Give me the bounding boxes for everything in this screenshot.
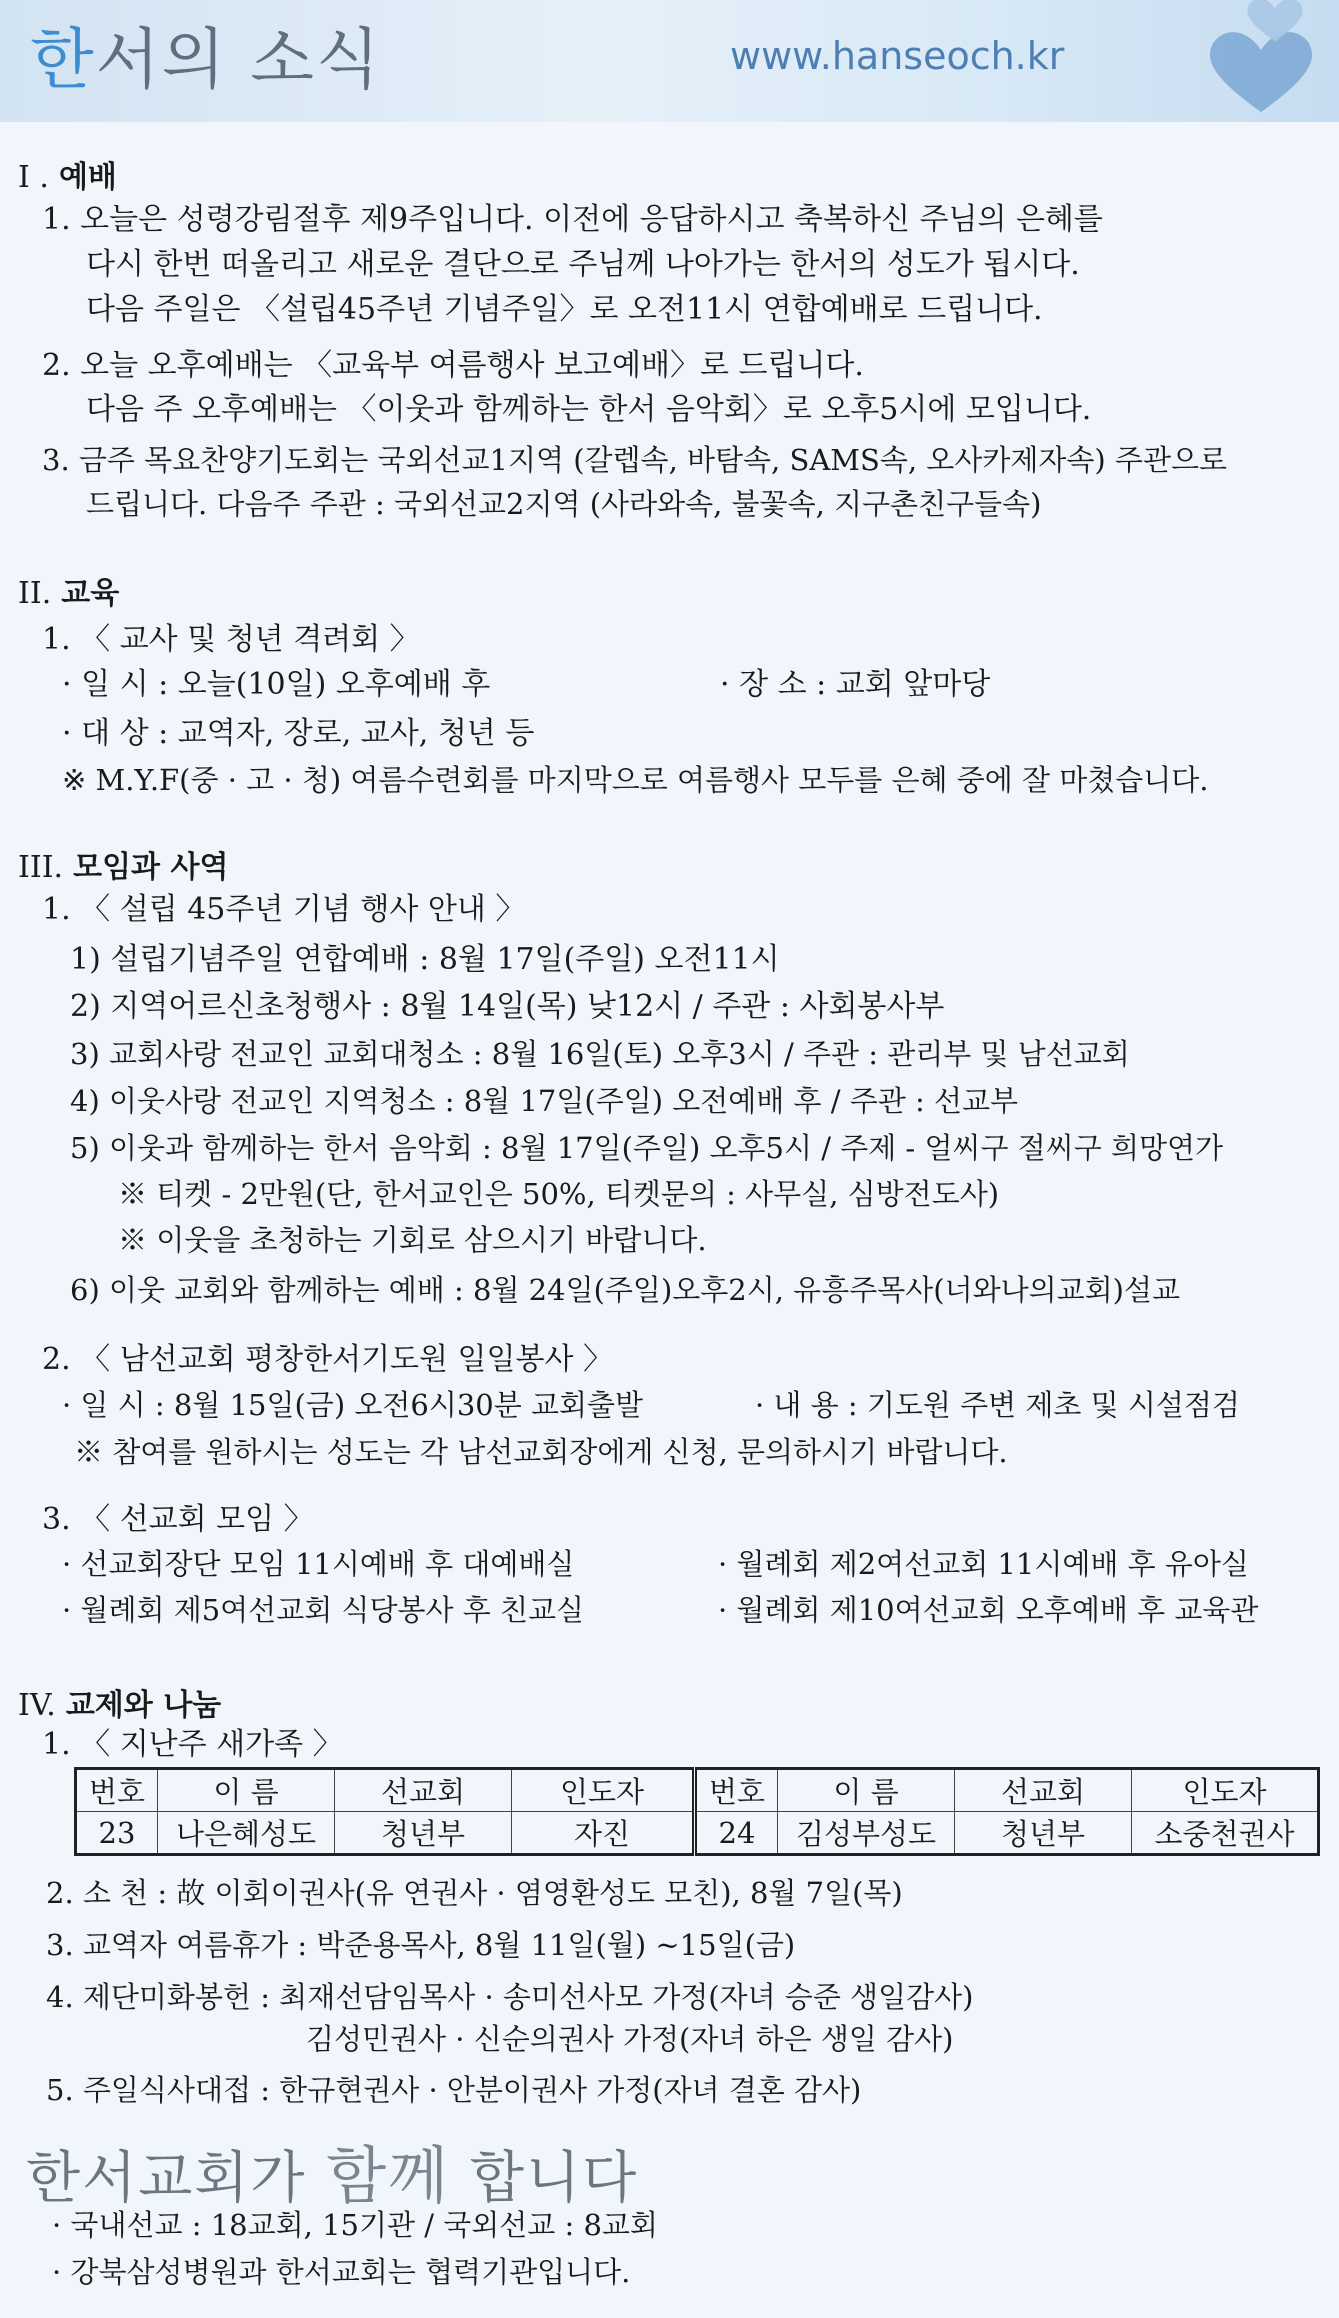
table-header-cell: 선교회 — [955, 1769, 1132, 1812]
altar-flowers-line-1: 4. 제단미화봉헌 : 최재선담임목사 · 송미선사모 가정(자녀 승준 생일감사) — [46, 1980, 974, 2014]
anniversary-item-6: 6) 이웃 교회와 함께하는 예배 : 8월 24일(주일)오후2시, 유흥주목사(너와나의교회)설교 — [70, 1273, 1180, 1307]
newsletter-title — [30, 10, 382, 110]
prayer-house-time: · 일 시 : 8월 15일(금) 오전6시30분 교회출발 — [62, 1388, 644, 1422]
table-cell: 자진 — [512, 1812, 695, 1855]
new-family-table — [74, 1767, 1320, 1856]
mission-meeting-4: · 월례회 제10여선교회 오후예배 후 교육관 — [718, 1593, 1259, 1627]
small-heart-icon — [1240, 0, 1310, 46]
prayer-house-title: 2. 〈 남선교회 평창한서기도원 일일봉사 〉 — [42, 1342, 614, 1377]
funeral-notice: 2. 소 천 : 故 이회이권사(유 연권사 · 염영환성도 모친), 8월 7일(목) — [46, 1876, 903, 1910]
table-cell: 소중천권사 — [1132, 1812, 1319, 1855]
footer-mission-stats: · 국내선교 : 18교회, 15기관 / 국외선교 : 8교회 — [52, 2208, 658, 2242]
education-place: · 장 소 : 교회 앞마당 — [720, 667, 991, 702]
worship-item-1-line-2: 다시 한번 떠올리고 새로운 결단으로 주님께 나아가는 한서의 성도가 됩시다. — [86, 247, 1080, 282]
footer-partner-note: · 강북삼성병원과 한서교회는 협력기관입니다. — [52, 2255, 631, 2289]
table-row — [76, 1812, 1319, 1855]
prayer-house-note: ※ 참여를 원하시는 성도는 각 남선교회장에게 신청, 문의하시기 바랍니다. — [74, 1435, 1008, 1469]
table-cell: 김성부성도 — [778, 1812, 955, 1855]
worship-item-1-line-1: 1. 오늘은 성령강림절후 제9주입니다. 이전에 응답하시고 축복하신 주님의 은혜를 — [42, 202, 1103, 237]
education-item-1-title: 1. 〈 교사 및 청년 격려회 〉 — [42, 622, 420, 657]
footer-title: 한서교회가 함께 합니다 — [26, 2139, 639, 2212]
anniversary-item-3: 3) 교회사랑 전교인 교회대청소 : 8월 16일(토) 오후3시 / 주관 : 관리부 및 남선교회 — [70, 1037, 1130, 1071]
anniversary-item-5: 5) 이웃과 함께하는 한서 음악회 : 8월 17일(주일) 오후5시 / 주제 - 얼씨구 절씨구 희망연가 — [70, 1131, 1224, 1165]
education-time: · 일 시 : 오늘(10일) 오후예배 후 — [62, 667, 491, 702]
mission-meeting-1: · 선교회장단 모임 11시예배 후 대예배실 — [62, 1547, 575, 1581]
table-header-cell: 번호 — [76, 1769, 158, 1812]
section-education-heading: II. 교육 — [18, 576, 120, 611]
table-cell: 나은혜성도 — [158, 1812, 335, 1855]
header-banner — [0, 0, 1339, 122]
table-cell: 23 — [76, 1812, 158, 1855]
concert-ticket-note: ※ 티켓 - 2만원(단, 한서교인은 50%, 티켓문의 : 사무실, 심방전도사) — [118, 1177, 1000, 1211]
sunday-meal: 5. 주일식사대접 : 한규현권사 · 안분이권사 가정(자녀 결혼 감사) — [46, 2073, 862, 2107]
section-gatherings-heading: III. 모임과 사역 — [18, 850, 229, 885]
table-header-cell: 선교회 — [335, 1769, 512, 1812]
table-cell: 24 — [695, 1812, 778, 1855]
table-header-cell: 이 름 — [778, 1769, 955, 1812]
worship-item-1-line-3: 다음 주일은 〈설립45주년 기념주일〉로 오전11시 연합예배로 드립니다. — [86, 292, 1043, 327]
table-header-cell: 번호 — [695, 1769, 778, 1812]
new-family-title: 1. 〈 지난주 새가족 〉 — [42, 1727, 343, 1762]
mission-meeting-3: · 월례회 제5여선교회 식당봉사 후 친교실 — [62, 1593, 584, 1627]
altar-flowers-line-2: 김성민권사 · 신순의권사 가정(자녀 하은 생일 감사) — [306, 2022, 954, 2056]
title-rest: 서의 소식 — [95, 21, 382, 98]
concert-invite-note: ※ 이웃을 초청하는 기회로 삼으시기 바랍니다. — [118, 1223, 707, 1257]
anniversary-title: 1. 〈 설립 45주년 기념 행사 안내 〉 — [42, 892, 526, 927]
mission-meeting-2: · 월례회 제2여선교회 11시예배 후 유아실 — [718, 1547, 1249, 1581]
mission-meeting-title: 3. 〈 선교회 모임 〉 — [42, 1502, 314, 1537]
church-url[interactable]: www.hanseoch.kr — [730, 34, 1065, 78]
table-header-cell: 인도자 — [512, 1769, 695, 1812]
table-cell: 청년부 — [335, 1812, 512, 1855]
education-note: ※ M.Y.F(중 · 고 · 청) 여름수련회를 마지막으로 여름행사 모두를 은혜 중에 잘 마쳤습니다. — [62, 763, 1209, 797]
anniversary-item-1: 1) 설립기념주일 연합예배 : 8월 17일(주일) 오전11시 — [70, 942, 780, 977]
section-worship-heading: I . 예배 — [18, 160, 117, 195]
table-header-cell: 인도자 — [1132, 1769, 1319, 1812]
worship-item-2-line-2: 다음 주 오후예배는 〈이웃과 함께하는 한서 음악회〉로 오후5시에 모입니다. — [86, 392, 1092, 427]
section-fellowship-heading: IV. 교제와 나눔 — [18, 1688, 222, 1723]
anniversary-item-4: 4) 이웃사랑 전교인 지역청소 : 8월 17일(주일) 오전예배 후 / 주관 : 선교부 — [70, 1084, 1019, 1118]
table-header-row — [76, 1769, 1319, 1812]
worship-item-3-line-2: 드립니다. 다음주 주관 : 국외선교2지역 (사라와속, 불꽃속, 지구촌친구들속) — [86, 487, 1042, 521]
worship-item-3-line-1: 3. 금주 목요찬양기도회는 국외선교1지역 (갈렙속, 바탐속, SAMS속, 오사카제자속) 주관으로 — [42, 443, 1227, 477]
education-target: · 대 상 : 교역자, 장로, 교사, 청년 등 — [62, 716, 535, 751]
table-cell: 청년부 — [955, 1812, 1132, 1855]
title-highlight: 한 — [30, 21, 96, 98]
anniversary-item-2: 2) 지역어르신초청행사 : 8월 14일(목) 낮12시 / 주관 : 사회봉사부 — [70, 989, 945, 1024]
table-header-cell: 이 름 — [158, 1769, 335, 1812]
pastor-vacation: 3. 교역자 여름휴가 : 박준용목사, 8월 11일(월) ~15일(금) — [46, 1928, 796, 1962]
worship-item-2-line-1: 2. 오늘 오후예배는 〈교육부 여름행사 보고예배〉로 드립니다. — [42, 348, 864, 383]
prayer-house-content: · 내 용 : 기도원 주변 제초 및 시설점검 — [755, 1388, 1240, 1422]
